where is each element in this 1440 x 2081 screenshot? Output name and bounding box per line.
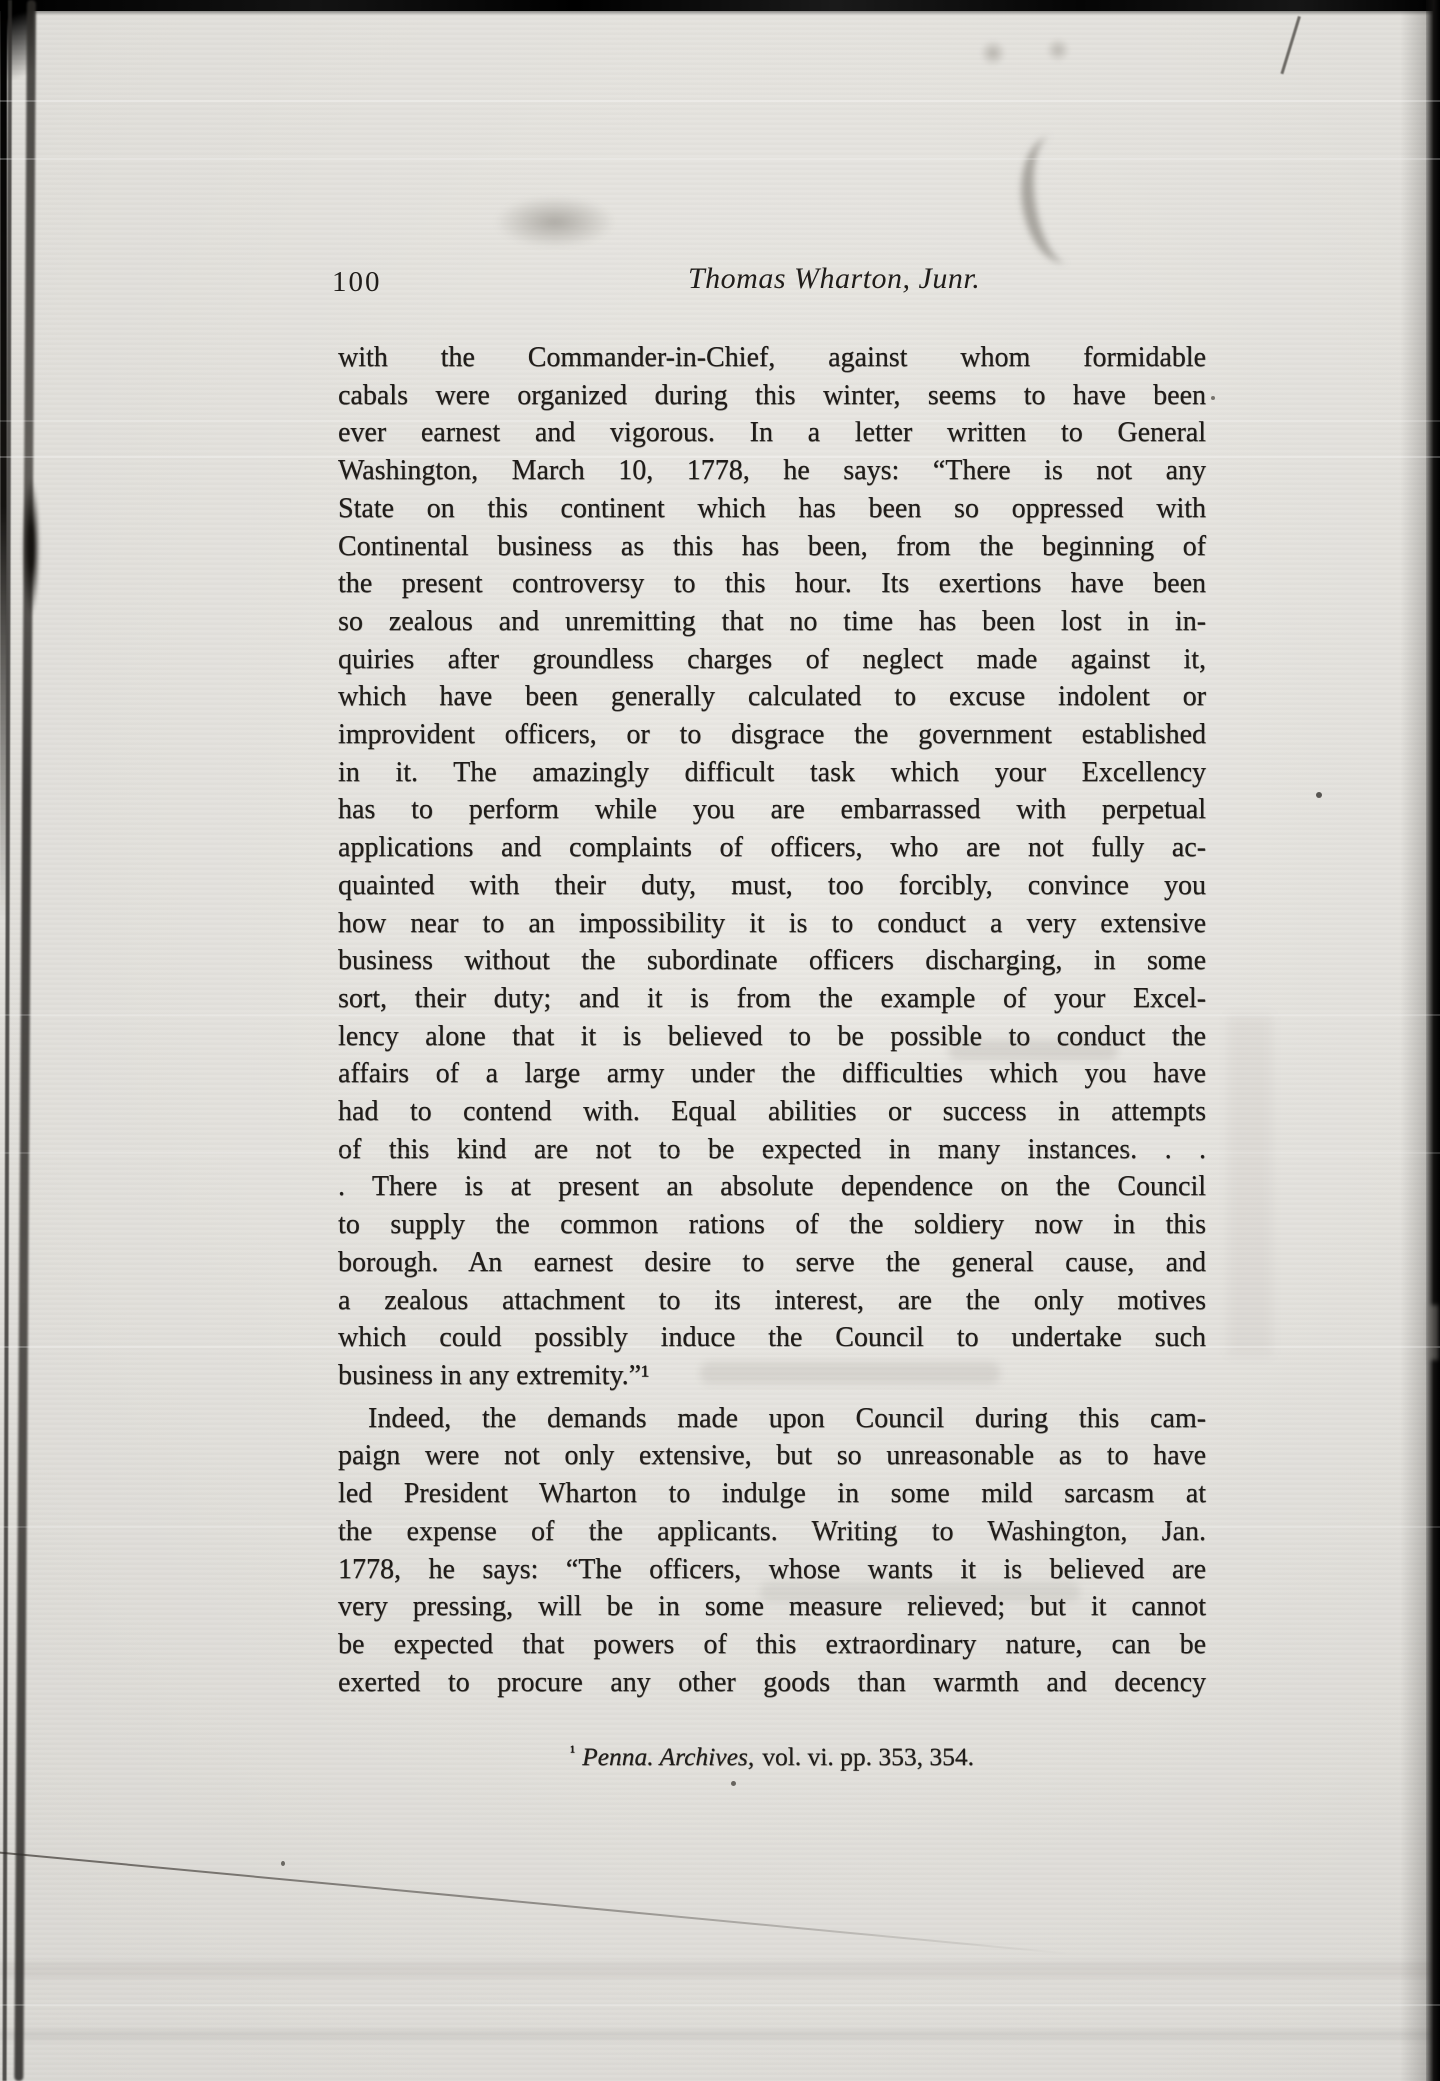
scan-right-edge-gap bbox=[1428, 1305, 1438, 1360]
scanline bbox=[0, 158, 1440, 160]
bleed-through-band bbox=[1228, 1015, 1272, 1355]
text-line: Washington, March 10, 1778, he says: “There is not any bbox=[338, 455, 1206, 487]
text-line: improvident officers, or to disgrace the government established bbox=[338, 719, 1206, 751]
text-line: has to perform while you are embarrassed with perpetual bbox=[338, 794, 1206, 826]
footnote-source: Penna. Archives, bbox=[582, 1742, 755, 1771]
ink-speck bbox=[281, 1861, 285, 1866]
running-title: Thomas Wharton, Junr. bbox=[688, 262, 981, 295]
text-line: applications and complaints of officers, who are not fully ac- bbox=[338, 832, 1206, 864]
body-text bbox=[338, 339, 1206, 1701]
footnote bbox=[338, 1742, 1206, 1772]
text-line: which have been generally calculated to excuse indolent or bbox=[338, 681, 1206, 713]
scratch-mark-bottom bbox=[0, 1851, 1069, 1955]
faint-smudge-dot bbox=[1046, 38, 1070, 62]
text-line: be expected that powers of this extraordinary nature, can be bbox=[338, 1628, 1206, 1660]
text-line: borough. An earnest desire to serve the general cause, and bbox=[338, 1246, 1206, 1278]
faint-smudge-dot bbox=[980, 40, 1006, 66]
text-line: led President Wharton to indulge in some mild sarcasm at bbox=[338, 1478, 1206, 1510]
text-line: so zealous and unremitting that no time has been lost in in- bbox=[338, 605, 1206, 637]
text-line: to supply the common rations of the soldiery now in this bbox=[338, 1209, 1206, 1241]
text-line: quainted with their duty, must, too forcibly, convince you bbox=[338, 869, 1206, 901]
book-gutter-ink-blob bbox=[22, 478, 40, 616]
scanline bbox=[0, 100, 1440, 102]
gray-scan-band bbox=[0, 1962, 1440, 1978]
text-line: Continental business as this has been, from the beginning of bbox=[338, 530, 1206, 562]
text-line: affairs of a large army under the difficulties which you have bbox=[338, 1058, 1206, 1090]
scan-right-edge-band bbox=[1426, 0, 1440, 2081]
text-line: cabals were organized during this winter, seems to have been bbox=[338, 379, 1206, 411]
footnote-citation: vol. vi. pp. 353, 354. bbox=[762, 1742, 974, 1771]
text-line: how near to an impossibility it is to conduct a very extensive bbox=[338, 907, 1206, 939]
text-line: quiries after groundless charges of neglect made against it, bbox=[338, 643, 1206, 675]
text-line: of this kind are not to be expected in many instances. . . bbox=[338, 1133, 1206, 1165]
text-line: State on this continent which has been so oppressed with bbox=[338, 492, 1206, 524]
book-gutter-line-1 bbox=[3, 0, 12, 2081]
footnote-marker: ¹ bbox=[570, 1742, 576, 1761]
text-line: a zealous attachment to its interest, are the only motives bbox=[338, 1284, 1206, 1316]
text-line: had to contend with. Equal abilities or success in attempts bbox=[338, 1096, 1206, 1128]
book-gutter-line-2 bbox=[14, 0, 36, 2081]
text-line: the present controversy to this hour. Its exertions have been bbox=[338, 568, 1206, 600]
gray-scan-band bbox=[0, 2030, 1440, 2040]
page-header bbox=[332, 260, 1206, 304]
text-line: Indeed, the demands made upon Council during this cam- bbox=[368, 1402, 1206, 1434]
scanline bbox=[0, 2004, 1440, 2006]
text-line: the expense of the applicants. Writing to Washington, Jan. bbox=[338, 1515, 1206, 1547]
scan-left-edge bbox=[0, 0, 7, 920]
text-line: business without the subordinate officers discharging, in some bbox=[338, 945, 1206, 977]
scratch-mark-top-right bbox=[1280, 16, 1300, 74]
narrative-paragraph bbox=[338, 1400, 1206, 1702]
scan-top-edge bbox=[0, 0, 1440, 11]
text-line: exerted to procure any other goods than warmth and decency bbox=[338, 1666, 1206, 1698]
ink-speck bbox=[731, 1781, 736, 1786]
text-line: lency alone that it is believed to be possible to conduct the bbox=[338, 1020, 1206, 1052]
scan-corner-blob bbox=[0, 0, 34, 88]
text-line: in it. The amazingly difficult task which your Excellency bbox=[338, 756, 1206, 788]
text-line: with the Commander-in-Chief, against whom formidable bbox=[338, 342, 1206, 373]
quoted-letter-paragraph bbox=[338, 339, 1206, 1395]
page-number: 100 bbox=[332, 266, 382, 298]
text-line: paign were not only extensive, but so unreasonable as to have bbox=[338, 1440, 1206, 1472]
ink-speck bbox=[1316, 792, 1322, 798]
text-line: 1778, he says: “The officers, whose wants it is believed are bbox=[338, 1553, 1206, 1585]
scan-right-edge-shadow bbox=[1400, 0, 1426, 2081]
text-line: which could possibly induce the Council to undertake such bbox=[338, 1322, 1206, 1354]
text-line: . There is at present an absolute dependence on the Council bbox=[338, 1171, 1206, 1203]
smudge-above-title bbox=[495, 196, 615, 248]
text-line: business in any extremity.”¹ bbox=[338, 1359, 650, 1391]
ink-speck bbox=[1211, 396, 1215, 400]
text-line: ever earnest and vigorous. In a letter written to General bbox=[338, 417, 1206, 449]
text-line: very pressing, will be in some measure relieved; but it cannot bbox=[338, 1591, 1206, 1623]
text-line: sort, their duty; and it is from the example of your Excel- bbox=[338, 982, 1206, 1014]
curved-smudge-top-right bbox=[1012, 132, 1096, 269]
